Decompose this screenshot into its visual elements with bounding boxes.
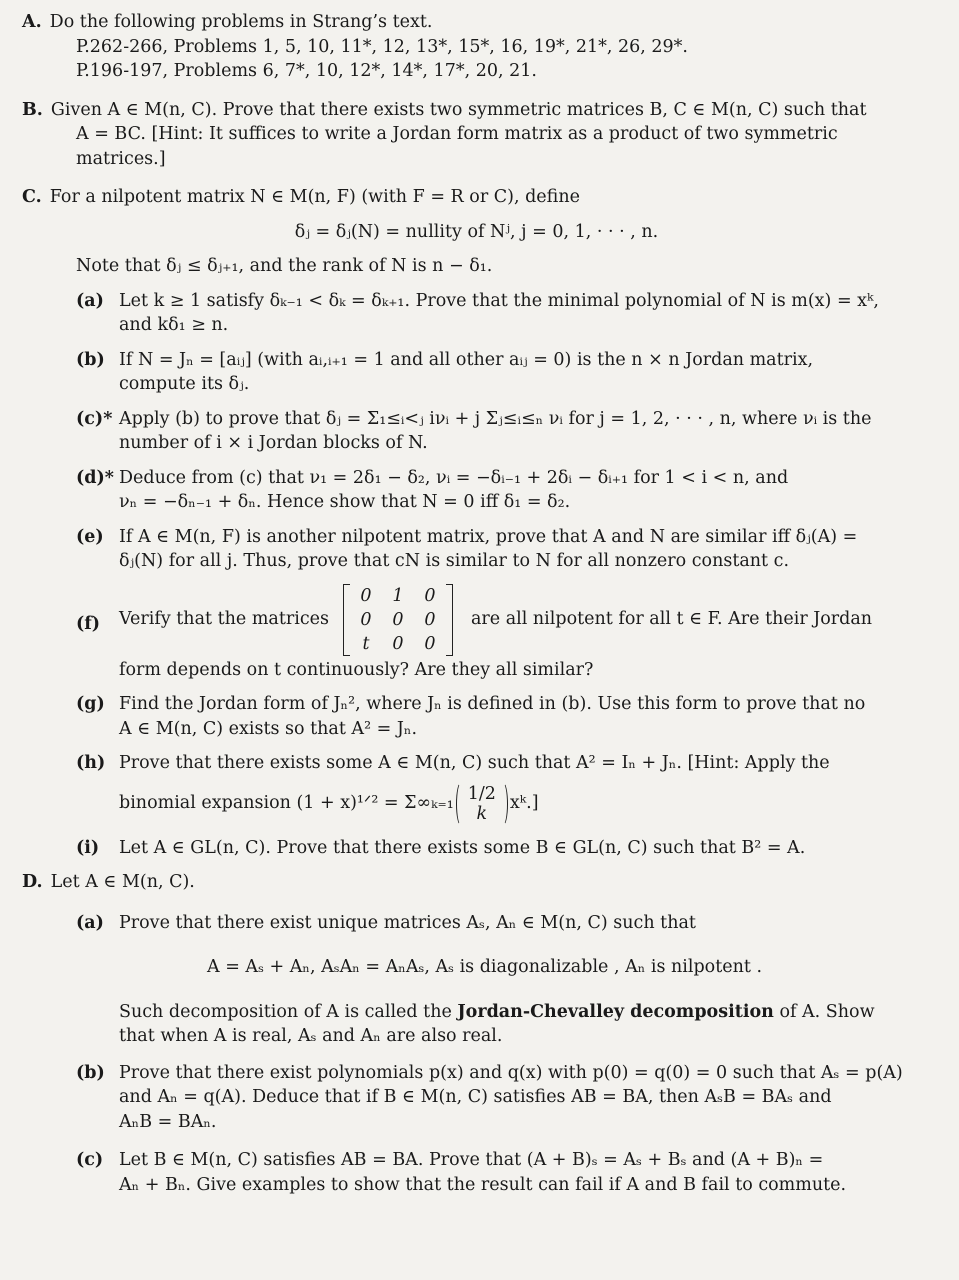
item-c-a-line-1: Let k ≥ 1 satisfy δₖ₋₁ < δₖ = δₖ₊₁. Prove that the minimal polynomial of N is m(x) = xᵏ,: [119, 290, 879, 311]
section-b-line-3: matrices.]: [76, 148, 166, 169]
item-c-b: [22, 348, 931, 397]
item-c-b-line-2: compute its δⱼ.: [119, 374, 250, 394]
matrix-entry: 0: [424, 609, 436, 630]
section-c-intro: For a nilpotent matrix N ∈ M(n, F) (with F = R or C), define: [49, 187, 580, 207]
item-c-b-label: (b): [76, 349, 105, 370]
item-c-f-text-after: are all nilpotent for all t ∈ F. Are their Jordan: [471, 609, 873, 630]
matrix-entry: 0: [424, 633, 436, 654]
section-a: [22, 10, 931, 84]
item-c-f: [22, 584, 931, 683]
section-d: [22, 870, 931, 1197]
section-b: [22, 98, 931, 172]
item-c-g-line-2: A ∈ M(n, C) exists so that A² = Jₙ.: [119, 718, 418, 739]
item-d-c-label: (c): [76, 1150, 104, 1170]
item-c-i: [22, 836, 931, 861]
item-d-a-para-start: Such decomposition of A is called the: [119, 1001, 458, 1022]
section-c-definition: δⱼ = δⱼ(N) = nullity of Nʲ, j = 0, 1, · · · , n.: [294, 221, 659, 242]
item-c-f-text-before: Verify that the matrices: [119, 609, 329, 630]
jordan-chevalley-term: Jordan-Chevalley decomposition: [457, 1001, 774, 1022]
item-c-h-line-1: Prove that there exists some A ∈ M(n, C) such that A² = Iₙ + Jₙ. [Hint: Apply the: [119, 753, 830, 773]
item-c-c-line-2: number of i × i Jordan blocks of N.: [119, 433, 428, 453]
section-a-label: A.: [22, 12, 42, 32]
item-c-c-line-1: Apply (b) to prove that δⱼ = Σ₁≤ᵢ<ⱼ iνᵢ + j Σⱼ≤ᵢ≤ₙ νᵢ for j = 1, 2, · · · , n, where νᵢ is the: [119, 408, 872, 429]
section-b-line-1: Given A ∈ M(n, C). Prove that there exists two symmetric matrices B, C ∈ M(n, C) such that: [50, 99, 867, 120]
item-c-a: [22, 289, 931, 338]
item-c-g-line-1: Find the Jordan form of Jₙ², where Jₙ is defined in (b). Use this form to prove that no: [119, 694, 866, 714]
binomial-coefficient: [458, 784, 506, 824]
section-c-note: Note that δⱼ ≤ δⱼ₊₁, and the rank of N is n − δ₁.: [76, 256, 493, 276]
item-d-a: [22, 911, 931, 1049]
section-d-label: D.: [22, 872, 43, 892]
item-d-b-line-2: and Aₙ = q(A). Deduce that if B ∈ M(n, C) satisfies AB = BA, then AₛB = BAₛ and: [119, 1087, 832, 1107]
item-c-f-line-2: form depends on t continuously? Are they all similar?: [119, 659, 594, 680]
jordan-chevalley-display: A = Aₛ + Aₙ, AₛAₙ = AₙAₛ, Aₛ is diagonalizable , Aₙ is nilpotent .: [207, 957, 763, 977]
item-c-f-label: (f): [76, 613, 101, 634]
item-c-e-line-1: If A ∈ M(n, F) is another nilpotent matrix, prove that A and N are similar iff δⱼ(A) =: [119, 526, 858, 547]
item-c-h-label: (h): [76, 753, 106, 773]
item-c-h-binomial-end: xᵏ.]: [509, 793, 539, 814]
item-c-h-binomial-text: binomial expansion (1 + x)¹ᐟ² = Σ∞ₖ₌₁: [119, 793, 454, 814]
item-c-e-line-2: δⱼ(N) for all j. Thus, prove that cN is similar to N for all nonzero constant c.: [119, 551, 790, 571]
item-c-i-line-1: Let A ∈ GL(n, C). Prove that there exists some B ∈ GL(n, C) such that B² = A.: [119, 837, 806, 858]
matrix-entry: 0: [392, 633, 404, 654]
item-d-b: [22, 1061, 931, 1135]
matrix-entry: t: [362, 633, 370, 654]
section-a-intro: Do the following problems in Strang’s text.: [49, 12, 433, 32]
section-a-line-1: P.262-266, Problems 1, 5, 10, 11*, 12, 13*, 15*, 16, 19*, 21*, 26, 29*.: [76, 36, 688, 57]
item-c-d-label: (d)*: [76, 467, 114, 488]
matrix-entry: 1: [392, 585, 404, 606]
item-d-a-label: (a): [76, 912, 104, 933]
item-c-d-line-2: νₙ = −δₙ₋₁ + δₙ. Hence show that N = 0 iff δ₁ = δ₂.: [119, 492, 571, 512]
binomial-top: 1/2: [467, 783, 496, 804]
item-d-b-label: (b): [76, 1062, 105, 1083]
matrix-entry: 0: [360, 585, 372, 606]
matrix-entry: 0: [392, 609, 404, 630]
item-c-e: [22, 525, 931, 574]
item-c-g-label: (g): [76, 694, 105, 714]
item-c-g: [22, 692, 931, 741]
section-a-line-2: P.196-197, Problems 6, 7*, 10, 12*, 14*, 17*, 20, 21.: [76, 61, 537, 81]
item-d-c: [22, 1148, 931, 1197]
matrix-entry: 0: [424, 585, 436, 606]
matrix-entry: 0: [360, 609, 372, 630]
section-b-label: B.: [22, 99, 43, 120]
section-c-label: C.: [22, 187, 42, 207]
item-d-a-line-2: that when A is real, Aₛ and Aₙ are also real.: [119, 1026, 503, 1046]
binomial-bottom: k: [476, 803, 488, 824]
item-c-i-label: (i): [76, 837, 100, 858]
item-c-b-line-1: If N = Jₙ = [aᵢⱼ] (with aᵢ,ᵢ₊₁ = 1 and all other aᵢⱼ = 0) is the n × n Jordan matrix,: [119, 349, 814, 370]
item-c-d-line-1: Deduce from (c) that ν₁ = 2δ₁ − δ₂, νᵢ = −δᵢ₋₁ + 2δᵢ − δᵢ₊₁ for 1 < i < n, and: [119, 467, 789, 488]
item-d-c-line-1: Let B ∈ M(n, C) satisfies AB = BA. Prove that (A + B)ₛ = Aₛ + Bₛ and (A + B)ₙ =: [119, 1150, 824, 1170]
item-c-d: [22, 466, 931, 515]
section-c: [22, 185, 931, 860]
item-c-h: [22, 751, 931, 826]
item-d-a-line-1: Prove that there exist unique matrices Aₛ, Aₙ ∈ M(n, C) such that: [119, 912, 696, 933]
item-c-a-line-2: and kδ₁ ≥ n.: [119, 315, 229, 335]
item-c-c-label: (c)*: [76, 408, 113, 429]
item-c-c: [22, 407, 931, 456]
item-c-e-label: (e): [76, 526, 104, 547]
section-b-line-2: A = BC. [Hint: It suffices to write a Jordan form matrix as a product of two symmetric: [76, 124, 838, 144]
item-d-b-line-3: AₙB = BAₙ.: [119, 1111, 217, 1132]
item-d-c-line-2: Aₙ + Bₙ. Give examples to show that the result can fail if A and B fail to commute.: [119, 1174, 847, 1195]
section-d-intro: Let A ∈ M(n, C).: [50, 872, 195, 892]
item-d-b-line-1: Prove that there exist polynomials p(x) and q(x) with p(0) = q(0) = 0 such that Aₛ = p(A): [119, 1062, 903, 1083]
item-d-a-para-end: of A. Show: [773, 1001, 875, 1022]
matrix: [343, 584, 453, 656]
item-c-a-label: (a): [76, 290, 104, 311]
